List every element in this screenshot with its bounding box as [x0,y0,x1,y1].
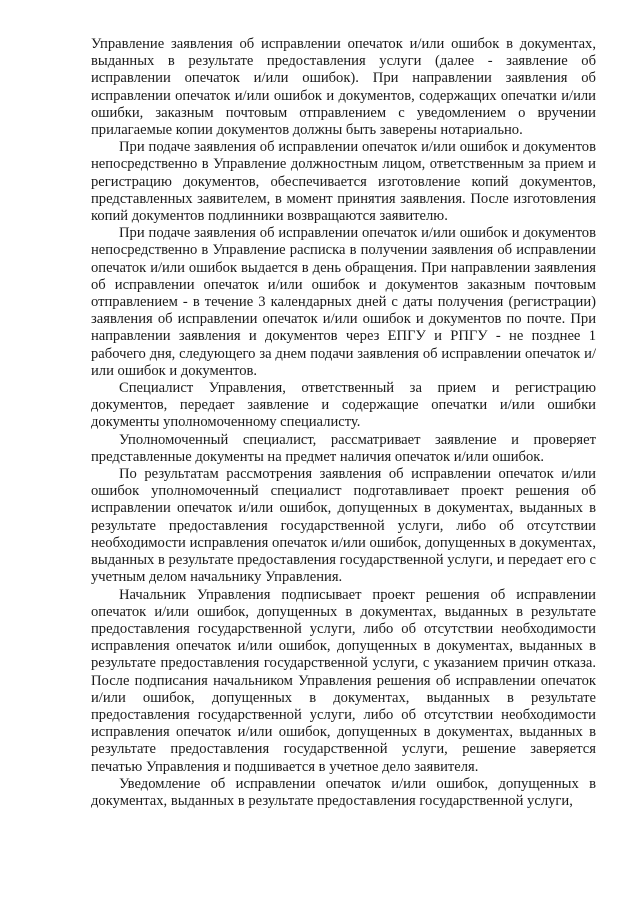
paragraph-application-submission: Управление заявления об исправлении опечаток и/или ошибок в документах, выданных в результате предоставления услуги (далее - заявление об исправлении опечаток и/или ошибок). При направлении заявления об исправлении опечаток и/или ошибок и документов, содержащих опечатки и/или ошибки, заказным почтовым отправлением с уведомлением о вручении прилагаемые копии документов должны быть заверены нотариально. [91,36,596,139]
paragraph-draft-decision: По результатам рассмотрения заявления об исправлении опечаток и/или ошибок уполномоченный специалист подготавливает проект решения об исправлении опечаток и/или ошибок, допущенных в документах, выданных в результате предоставления государственной услуги, либо об отсутствии необходимости исправления опечаток и/или ошибок, допущенных в документах, выданных в результате предоставления государственной услуги, и передает его с учетным делом начальнику Управления. [91,466,596,586]
paragraph-receipt-issued: При подаче заявления об исправлении опечаток и/или ошибок и документов непосредственно в Управление расписка в получении заявления об исправлении опечаток и/или ошибок выдается в день обращения. При направлении заявления об исправлении опечаток и/или ошибок и документов заказным почтовым отправлением - в течение 3 календарных дней с даты получения (регистрации) заявления об исправлении опечаток и/или ошибок и документов по почте. При направлении заявления и документов через ЕПГУ и РПГУ - не позднее 1 рабочего дня, следующего за днем подачи заявления об исправлении опечаток и/или ошибок и документов. [91,225,596,379]
paragraph-notification: Уведомление об исправлении опечаток и/или ошибок, допущенных в документах, выданных в результате предоставления государственной услуги, [91,775,596,809]
paragraph-copies-made: При подаче заявления об исправлении опечаток и/или ошибок и документов непосредственно в Управление должностным лицом, ответственным за прием и регистрацию документов, обеспечивается изготовление копий документов, представленных заявителем, в момент принятия заявления. После изготовления копий документов подлинники возвращаются заявителю. [91,139,596,225]
document-body [91,36,596,810]
paragraph-review: Уполномоченный специалист, рассматривает заявление и проверяет представленные документы на предмет наличия опечаток и/или ошибок. [91,431,596,465]
paragraph-transfer-to-specialist: Специалист Управления, ответственный за прием и регистрацию документов, передает заявление и содержащие опечатки и/или ошибки документы уполномоченному специалисту. [91,380,596,431]
paragraph-head-signs: Начальник Управления подписывает проект решения об исправлении опечаток и/или ошибок, допущенных в документах, выданных в результате предоставления государственной услуги, либо об отсутствии необходимости исправления опечаток и/или ошибок, допущенных в документах, выданных в результате предоставления государственной услуги, с указанием причин отказа. После подписания начальником Управления решения об исправлении опечаток и/или ошибок, допущенных в документах, выданных в результате предоставления государственной услуги, либо об отсутствии необходимости исправления опечаток и/или ошибок, допущенных в документах, выданных в результате предоставления государственной услуги, решение заверяется печатью Управления и подшивается в учетное дело заявителя. [91,586,596,775]
